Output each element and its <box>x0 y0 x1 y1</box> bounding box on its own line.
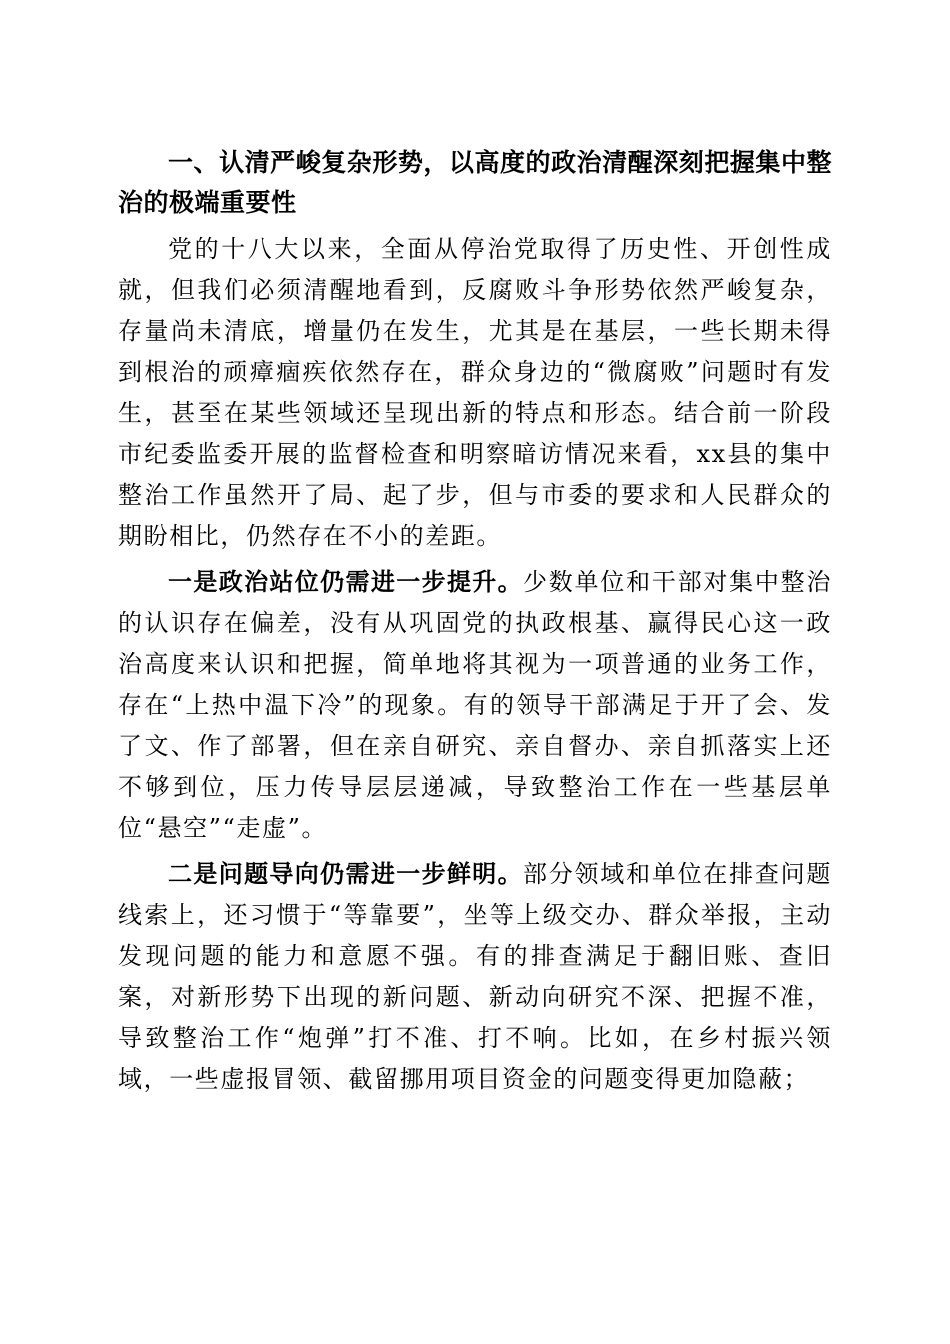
paragraph-point-one-lead: 一是政治站位仍需进一步提升。 <box>168 568 524 596</box>
section-heading: 一、认清严峻复杂形势，以高度的政治清醒深刻把握集中整治的极端重要性 <box>118 148 832 217</box>
paragraph-intro <box>118 229 832 557</box>
paragraph-point-one-text: 少数单位和干部对集中整治的认识存在偏差，没有从巩固党的执政根基、赢得民心这一政治高度来认识和把握，简单地将其视为一项普通的业务工作，存在“上热中温下冷”的现象。有的领导干部满足于开了会、发了文、作了部署，但在亲自研究、亲自督办、亲自抓落实上还不够到位，压力传导层层递减，导致整治工作在一些基层单位“悬空”“走虚”。 <box>118 568 832 842</box>
paragraph-point-two-lead: 二是问题导向仍需进一步鲜明。 <box>168 860 524 888</box>
paragraph-point-two-text: 部分领域和单位在排查问题线索上，还习惯于“等靠要”，坐等上级交办、群众举报，主动发现问题的能力和意愿不强。有的排查满足于翻旧账、查旧案，对新形势下出现的新问题、新动向研究不深、把握不准，导致整治工作“炮弹”打不准、打不响。比如，在乡村振兴领域，一些虚报冒领、截留挪用项目资金的问题变得更加隐蔽； <box>118 860 832 1093</box>
paragraph-point-two <box>118 854 832 1100</box>
paragraph-point-one <box>118 562 832 849</box>
paragraph-intro-text: 党的十八大以来，全面从停治党取得了历史性、开创性成就，但我们必须清醒地看到，反腐败斗争形势依然严峻复杂，存量尚未清底，增量仍在发生，尤其是在基层，一些长期未得到根治的顽瘴痼疾依然存在，群众身边的“微腐败”问题时有发生，甚至在某些领域还呈现出新的特点和形态。结合前一阶段市纪委监委开展的监督检查和明察暗访情况来看，xx县的集中整治工作虽然开了局、起了步，但与市委的要求和人民群众的期盼相比，仍然存在不小的差距。 <box>118 235 832 550</box>
